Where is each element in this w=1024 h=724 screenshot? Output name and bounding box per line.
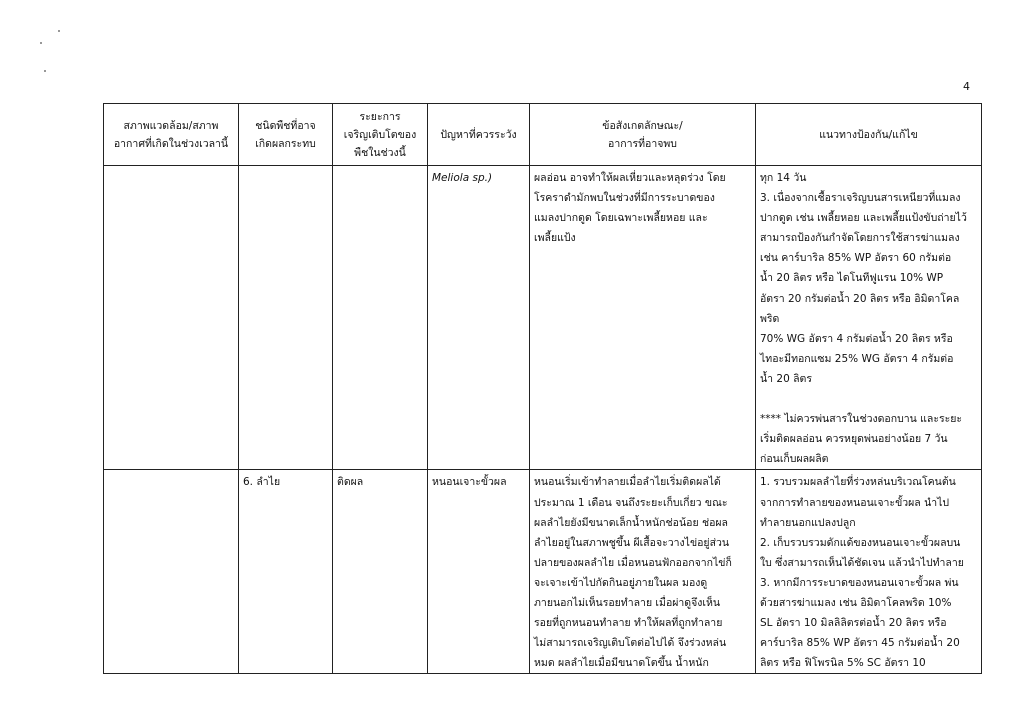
header-growth-stage: ระยะการ เจริญเติบโตของ พืชในช่วงนี้ bbox=[333, 104, 428, 166]
scan-speck bbox=[58, 30, 60, 32]
cell-prevention: ทุก 14 วัน 3. เนื่องจากเชื้อราเจริญบนสารเหนียวที่แมลง ปากดูด เช่น เพลี้ยหอย และเพลี้ยแป้งขับถ่ายไว้ สามารถป้องกันกำจัดโดยการใช้สารฆ่าแมลง เช่น คาร์บาริล 85% WP อัตรา 60 กรัมต่อ น้ำ 20 ลิตร หรือ ไดโนทีฟูแรน 10% WP อัตรา 20 กรัมต่อน้ำ 20 ลิตร หรือ อิมิดาโคลพริด 70% WG อัตรา 4 กรัมต่อน้ำ 20 ลิตร หรือ ไทอะมีทอกแซม 25% WG อัตรา 4 กรัมต่อ น้ำ 20 ลิตร **** ไม่ควรพ่นสารในช่วงดอกบาน และระยะ เริ่มติดผลอ่อน ควรหยุดพ่นอย่างน้อย 7 วัน ก่อนเก็บผลผลิต bbox=[756, 166, 982, 470]
header-environment: สภาพแวดล้อม/สภาพ อากาศที่เกิดในช่วงเวลานี้ bbox=[104, 104, 239, 166]
cell-growth-stage: ติดผล bbox=[333, 470, 428, 674]
table-header-row bbox=[104, 104, 982, 166]
scan-speck bbox=[44, 70, 46, 72]
crop-advisory-table bbox=[103, 103, 982, 674]
cell-crop: 6. ลำไย bbox=[239, 470, 333, 674]
cell-prevention: 1. รวบรวมผลลำไยที่ร่วงหล่นบริเวณโคนต้น จากการทำลายของหนอนเจาะขั้วผล นำไป ทำลายนอกแปลงปลูก 2. เก็บรวบรวมดักแด้ของหนอนเจาะขั้วผลบน ใบ ซึ่งสามารถเห็นได้ชัดเจน แล้วนำไปทำลาย 3. หากมีการระบาดของหนอนเจาะขั้วผล พ่น ด้วยสารฆ่าแมลง เช่น อิมิดาโคลพริด 10% SL อัตรา 10 มิลลิลิตรต่อน้ำ 20 ลิตร หรือ คาร์บาริล 85% WP อัตรา 45 กรัมต่อน้ำ 20 ลิตร หรือ ฟิโพรนิล 5% SC อัตรา 10 bbox=[756, 470, 982, 674]
cell-problem: หนอนเจาะขั้วผล bbox=[428, 470, 530, 674]
cell-environment bbox=[104, 166, 239, 470]
header-problem: ปัญหาที่ควรระวัง bbox=[428, 104, 530, 166]
header-symptoms: ข้อสังเกตลักษณะ/ อาการที่อาจพบ bbox=[530, 104, 756, 166]
cell-problem: Meliola sp.) bbox=[428, 166, 530, 470]
cell-crop bbox=[239, 166, 333, 470]
header-prevention: แนวทางป้องกัน/แก้ไข bbox=[756, 104, 982, 166]
page-number: 4 bbox=[963, 80, 970, 93]
cell-environment bbox=[104, 470, 239, 674]
cell-symptoms: ผลอ่อน อาจทำให้ผลเหี่ยวและหลุดร่วง โดย โรคราดำมักพบในช่วงที่มีการระบาดของ แมลงปากดูด โดยเฉพาะเพลี้ยหอย และ เพลี้ยแป้ง bbox=[530, 166, 756, 470]
header-crop: ชนิดพืชที่อาจ เกิดผลกระทบ bbox=[239, 104, 333, 166]
cell-growth-stage bbox=[333, 166, 428, 470]
scan-speck bbox=[40, 42, 42, 44]
cell-symptoms: หนอนเริ่มเข้าทำลายเมื่อลำไยเริ่มติดผลได้ ประมาณ 1 เดือน จนถึงระยะเก็บเกี่ยว ขณะ ผลลำไยยังมีขนาดเล็กน้ำหนักช่อน้อย ช่อผล ลำไยอยู่ในสภาพชูขึ้น ผีเสื้อจะวางไข่อยู่ส่วน ปลายของผลลำไย เมื่อหนอนฟักออกจากไข่ก็ จะเจาะเข้าไปกัดกินอยู่ภายในผล มองดู ภายนอกไม่เห็นรอยทำลาย เมื่อผ่าดูจึงเห็น รอยที่ถูกหนอนทำลาย ทำให้ผลที่ถูกทำลาย ไม่สามารถเจริญเติบโตต่อไปได้ จึงร่วงหล่น หมด ผลลำไยเมื่อมีขนาดโตขึ้น น้ำหนัก bbox=[530, 470, 756, 674]
table-row bbox=[104, 166, 982, 470]
table-row bbox=[104, 470, 982, 674]
